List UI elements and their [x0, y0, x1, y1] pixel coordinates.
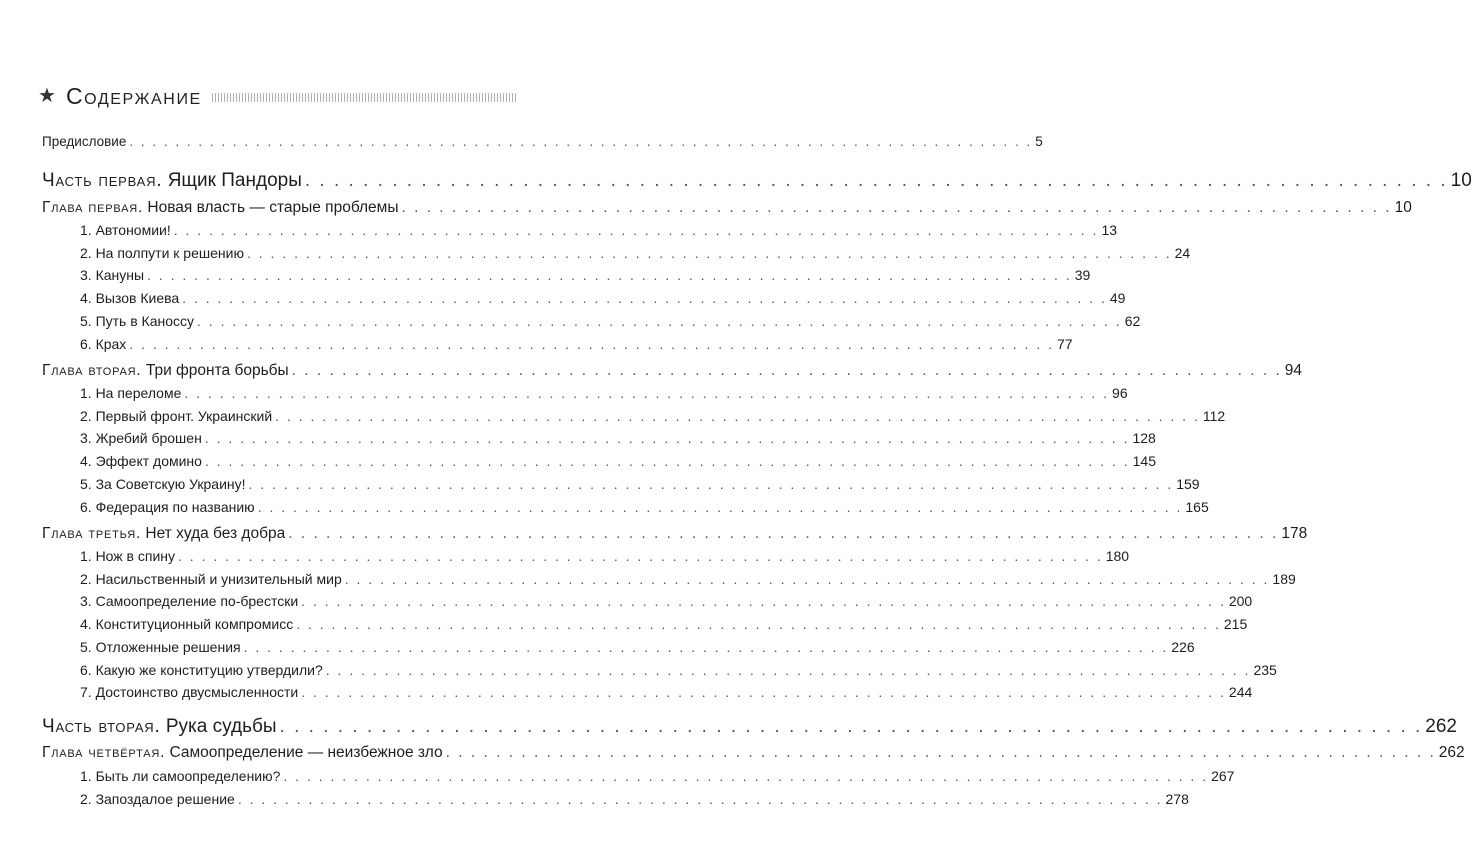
toc-section[interactable] [80, 267, 1091, 284]
toc-section[interactable] [80, 593, 1253, 610]
dot-leader: . . . . . . . . . . . . . . . . . . . . . . . . . . . . . . . . . . . . . . . . . . . . . . . . . . . . . . . . . . . . . . . . . . . . . . . . . . . . . . . [291, 362, 1282, 379]
toc-section[interactable] [80, 222, 1118, 238]
toc-section-title [80, 684, 298, 700]
toc-section-title [80, 336, 126, 352]
entry-title: 3. Самоопределение по-брестски [80, 593, 299, 610]
page-number: 96 [1112, 385, 1128, 401]
entry-title: 3. Жребий брошен [80, 430, 202, 447]
page-number: 39 [1074, 267, 1091, 284]
toc-section-title [80, 385, 181, 401]
page-number: 10 [1394, 199, 1412, 216]
contents-heading [38, 82, 516, 110]
entry-label: Часть первая. [42, 170, 163, 191]
toc-section-title [80, 222, 171, 238]
toc-section[interactable] [80, 312, 1141, 329]
toc-chapter[interactable] [42, 525, 1308, 543]
entry-label: Глава первая. [42, 199, 144, 216]
toc-section-title [80, 245, 244, 261]
entry-title: 6. Какую же конституцию утвердили? [80, 661, 323, 678]
entry-title: 1. Быть ли самоопределению? [80, 768, 281, 784]
dot-leader: . . . . . . . . . . . . . . . . . . . . . . . . . . . . . . . . . . . . . . . . . . . . . . . . . . . . . . . . . . . . . . . . . . . . . . . . . . . . . . . [301, 684, 1226, 701]
dot-leader: . . . . . . . . . . . . . . . . . . . . . . . . . . . . . . . . . . . . . . . . . . . . . . . . . . . . . . . . . . . . . . . . . . . . . . . . . . . . . . . [288, 525, 1279, 542]
toc-section[interactable] [80, 335, 1073, 352]
dot-leader: . . . . . . . . . . . . . . . . . . . . . . . . . . . . . . . . . . . . . . . . . . . . . . . . . . . . . . . . . . . . . . . . . . . . . . . . . . . . . . . [301, 593, 1226, 610]
entry-title: 1. Нож в спину [80, 548, 176, 564]
page-number: 180 [1105, 548, 1130, 564]
toc-section[interactable] [80, 638, 1195, 655]
entry-title: 3. Кануны [80, 267, 145, 284]
toc-section[interactable] [80, 616, 1248, 633]
dot-leader: . . . . . . . . . . . . . . . . . . . . . . . . . . . . . . . . . . . . . . . . . . . . . . . . . . . . . . . . . . . . . . . . . . . . . . . . . . . . . . . [237, 790, 1163, 807]
entry-title: 4. Эффект домино [80, 453, 202, 470]
entry-title: 6. Крах [80, 335, 127, 352]
dot-leader: . . . . . . . . . . . . . . . . . . . . . . . . . . . . . . . . . . . . . . . . . . . . . . . . . . . . . . . . . . . . . . . . . . . . . . . . . . . . . . . [344, 570, 1270, 587]
page-number: 262 [1425, 716, 1457, 737]
page-number: 10 [1450, 170, 1472, 191]
toc-preface-title [42, 134, 126, 150]
entry-label: Глава четвёртая. [42, 744, 166, 761]
page-number: 145 [1132, 453, 1156, 470]
dot-leader: . . . . . . . . . . . . . . . . . . . . . . . . . . . . . . . . . . . . . . . . . . . . . . . . . . . . . . . . . . . . . . . . . . . . . . . . . . . . . . . [279, 716, 1423, 737]
entry-label: Часть вторая. [42, 716, 161, 737]
dot-leader: . . . . . . . . . . . . . . . . . . . . . . . . . . . . . . . . . . . . . . . . . . . . . . . . . . . . . . . . . . . . . . . . . . . . . . . . . . . . . . . [129, 134, 1033, 149]
toc-section[interactable] [80, 290, 1126, 307]
page-number: 94 [1284, 362, 1303, 379]
dot-leader: . . . . . . . . . . . . . . . . . . . . . . . . . . . . . . . . . . . . . . . . . . . . . . . . . . . . . . . . . . . . . . . . . . . . . . . . . . . . . . . [182, 290, 1107, 307]
entry-title: Ящик Пандоры [167, 170, 302, 191]
toc-section-title [80, 290, 179, 306]
dot-leader: . . . . . . . . . . . . . . . . . . . . . . . . . . . . . . . . . . . . . . . . . . . . . . . . . . . . . . . . . . . . . . . . . . . . . . . . . . . . . . . [184, 385, 1110, 401]
dot-leader: . . . . . . . . . . . . . . . . . . . . . . . . . . . . . . . . . . . . . . . . . . . . . . . . . . . . . . . . . . . . . . . . . . . . . . . . . . . . . . . [129, 335, 1054, 352]
entry-title: 5. Путь в Каноссу [80, 312, 195, 329]
dot-leader: . . . . . . . . . . . . . . . . . . . . . . . . . . . . . . . . . . . . . . . . . . . . . . . . . . . . . . . . . . . . . . . . . . . . . . . . . . . . . . . [204, 430, 1130, 447]
toc-section[interactable] [80, 790, 1189, 807]
dot-leader: . . . . . . . . . . . . . . . . . . . . . . . . . . . . . . . . . . . . . . . . . . . . . . . . . . . . . . . . . . . . . . . . . . . . . . . . . . . . . . . [401, 199, 1392, 216]
entry-title: 1. Автономии! [80, 222, 171, 238]
entry-title: Новая власть — старые проблемы [147, 199, 399, 216]
page-number: 244 [1228, 684, 1253, 701]
toc-chapter[interactable] [42, 744, 1465, 762]
star-icon: ★ [38, 85, 56, 107]
page-number: 178 [1281, 525, 1308, 542]
toc-section-title [80, 499, 255, 515]
dot-leader: . . . . . . . . . . . . . . . . . . . . . . . . . . . . . . . . . . . . . . . . . . . . . . . . . . . . . . . . . . . . . . . . . . . . . . . . . . . . . . . [275, 407, 1200, 424]
page-number: 112 [1202, 407, 1226, 424]
toc-section-title [80, 662, 323, 678]
toc-part-title [42, 170, 302, 192]
toc-section-title [80, 616, 293, 632]
page-number: 13 [1101, 222, 1118, 238]
page-number: 267 [1211, 768, 1235, 784]
dot-leader: . . . . . . . . . . . . . . . . . . . . . . . . . . . . . . . . . . . . . . . . . . . . . . . . . . . . . . . . . . . . . . . . . . . . . . . . . . . . . . . [147, 267, 1072, 284]
toc-section[interactable] [80, 244, 1191, 261]
toc-section-title [80, 476, 246, 492]
page-number: 24 [1174, 244, 1191, 261]
dot-leader: . . . . . . . . . . . . . . . . . . . . . . . . . . . . . . . . . . . . . . . . . . . . . . . . . . . . . . . . . . . . . . . . . . . . . . . . . . . . . . . [445, 744, 1436, 761]
toc-section-title [80, 267, 144, 283]
entry-title: Предисловие [42, 134, 127, 149]
page-number: 165 [1185, 498, 1209, 515]
toc-chapter-title [42, 744, 443, 762]
toc-section[interactable] [80, 430, 1156, 447]
page-number: 262 [1438, 744, 1465, 761]
toc-section-title [80, 408, 272, 424]
entry-title: Нет худа без добра [145, 525, 286, 542]
page-title: Содержание [65, 82, 202, 109]
entry-title: Рука судьбы [165, 716, 277, 737]
entry-title: 4. Конституционный компромисс [80, 616, 294, 633]
toc-section[interactable] [80, 453, 1156, 470]
toc-section-title [80, 453, 202, 469]
toc-part[interactable] [42, 716, 1457, 738]
dot-leader: . . . . . . . . . . . . . . . . . . . . . . . . . . . . . . . . . . . . . . . . . . . . . . . . . . . . . . . . . . . . . . . . . . . . . . . . . . . . . . . [204, 453, 1130, 470]
toc-section[interactable] [80, 570, 1296, 587]
toc-chapter[interactable] [42, 199, 1412, 217]
toc-section[interactable] [80, 548, 1130, 564]
toc-section-title [80, 593, 298, 609]
toc-section-title [80, 430, 202, 446]
page-number: 62 [1124, 312, 1141, 329]
entry-title: Самоопределение — неизбежное зло [169, 744, 443, 761]
entry-title: 5. Отложенные решения [80, 638, 241, 655]
toc-section[interactable] [80, 475, 1200, 492]
toc-section-title [80, 768, 280, 784]
dot-leader: . . . . . . . . . . . . . . . . . . . . . . . . . . . . . . . . . . . . . . . . . . . . . . . . . . . . . . . . . . . . . . . . . . . . . . . . . . . . . . . [257, 498, 1183, 515]
dot-leader: . . . . . . . . . . . . . . . . . . . . . . . . . . . . . . . . . . . . . . . . . . . . . . . . . . . . . . . . . . . . . . . . . . . . . . . . . . . . . . . [325, 661, 1251, 678]
dot-leader: . . . . . . . . . . . . . . . . . . . . . . . . . . . . . . . . . . . . . . . . . . . . . . . . . . . . . . . . . . . . . . . . . . . . . . . . . . . . . . . [243, 638, 1169, 655]
toc-section[interactable] [80, 684, 1253, 701]
entry-label: Глава третья. [42, 525, 142, 542]
toc-section-title [80, 571, 342, 587]
entry-title: 4. Вызов Киева [80, 290, 180, 307]
page-number: 49 [1109, 290, 1126, 307]
entry-title: 2. Запоздалое решение [80, 790, 235, 807]
page-number: 235 [1253, 661, 1277, 678]
toc-section[interactable] [80, 498, 1209, 515]
entry-title: 7. Достоинство двусмысленности [80, 684, 299, 701]
toc-part-title [42, 716, 277, 738]
entry-title: 2. Насильственный и унизительный мир [80, 570, 342, 587]
dot-leader: . . . . . . . . . . . . . . . . . . . . . . . . . . . . . . . . . . . . . . . . . . . . . . . . . . . . . . . . . . . . . . . . . . . . . . . . . . . . . . . [246, 244, 1172, 261]
toc-chapter-title [42, 199, 398, 217]
toc-preface[interactable] [42, 134, 1043, 150]
toc-section[interactable] [80, 768, 1235, 784]
dot-leader: . . . . . . . . . . . . . . . . . . . . . . . . . . . . . . . . . . . . . . . . . . . . . . . . . . . . . . . . . . . . . . . . . . . . . . . . . . . . . . . [178, 548, 1103, 564]
dot-leader: . . . . . . . . . . . . . . . . . . . . . . . . . . . . . . . . . . . . . . . . . . . . . . . . . . . . . . . . . . . . . . . . . . . . . . . . . . . . . . . [248, 475, 1174, 492]
page-number: 189 [1272, 570, 1296, 587]
toc-section-title [80, 313, 194, 329]
entry-title: 2. На полпути к решению [80, 244, 244, 261]
entry-title: 1. На переломе [80, 385, 182, 401]
toc-chapter[interactable] [42, 362, 1303, 380]
entry-title: 6. Федерация по названию [80, 498, 255, 515]
dot-leader: . . . . . . . . . . . . . . . . . . . . . . . . . . . . . . . . . . . . . . . . . . . . . . . . . . . . . . . . . . . . . . . . . . . . . . . . . . . . . . . [283, 768, 1209, 784]
toc-section[interactable] [80, 407, 1226, 424]
toc-section[interactable] [80, 385, 1128, 401]
page-number: 215 [1223, 616, 1248, 633]
toc-section-title [80, 548, 175, 564]
toc-chapter-title [42, 362, 289, 380]
page-number: 159 [1176, 475, 1200, 492]
entry-title: 5. За Советскую Украину! [80, 475, 246, 492]
dot-leader: . . . . . . . . . . . . . . . . . . . . . . . . . . . . . . . . . . . . . . . . . . . . . . . . . . . . . . . . . . . . . . . . . . . . . . . . . . . . . . . [173, 222, 1099, 238]
page-number: 5 [1035, 134, 1043, 149]
page-number: 200 [1228, 593, 1253, 610]
entry-label: Глава вторая. [42, 362, 142, 379]
dot-leader: . . . . . . . . . . . . . . . . . . . . . . . . . . . . . . . . . . . . . . . . . . . . . . . . . . . . . . . . . . . . . . . . . . . . . . . . . . . . . . . [296, 616, 1221, 633]
toc-part[interactable] [42, 170, 1472, 192]
page-number: 226 [1171, 638, 1195, 655]
page-number: 128 [1132, 430, 1156, 447]
toc-section-title [80, 639, 241, 655]
toc-section[interactable] [80, 661, 1277, 678]
page-number: 278 [1165, 790, 1189, 807]
dot-leader: . . . . . . . . . . . . . . . . . . . . . . . . . . . . . . . . . . . . . . . . . . . . . . . . . . . . . . . . . . . . . . . . . . . . . . . . . . . . . . . [304, 170, 1448, 191]
dot-leader: . . . . . . . . . . . . . . . . . . . . . . . . . . . . . . . . . . . . . . . . . . . . . . . . . . . . . . . . . . . . . . . . . . . . . . . . . . . . . . . [197, 312, 1122, 329]
entry-title: Три фронта борьбы [145, 362, 289, 379]
heading-rule [212, 93, 516, 102]
entry-title: 2. Первый фронт. Украинский [80, 407, 273, 424]
page-number: 77 [1056, 335, 1073, 352]
toc-chapter-title [42, 525, 285, 543]
toc-section-title [80, 791, 235, 807]
